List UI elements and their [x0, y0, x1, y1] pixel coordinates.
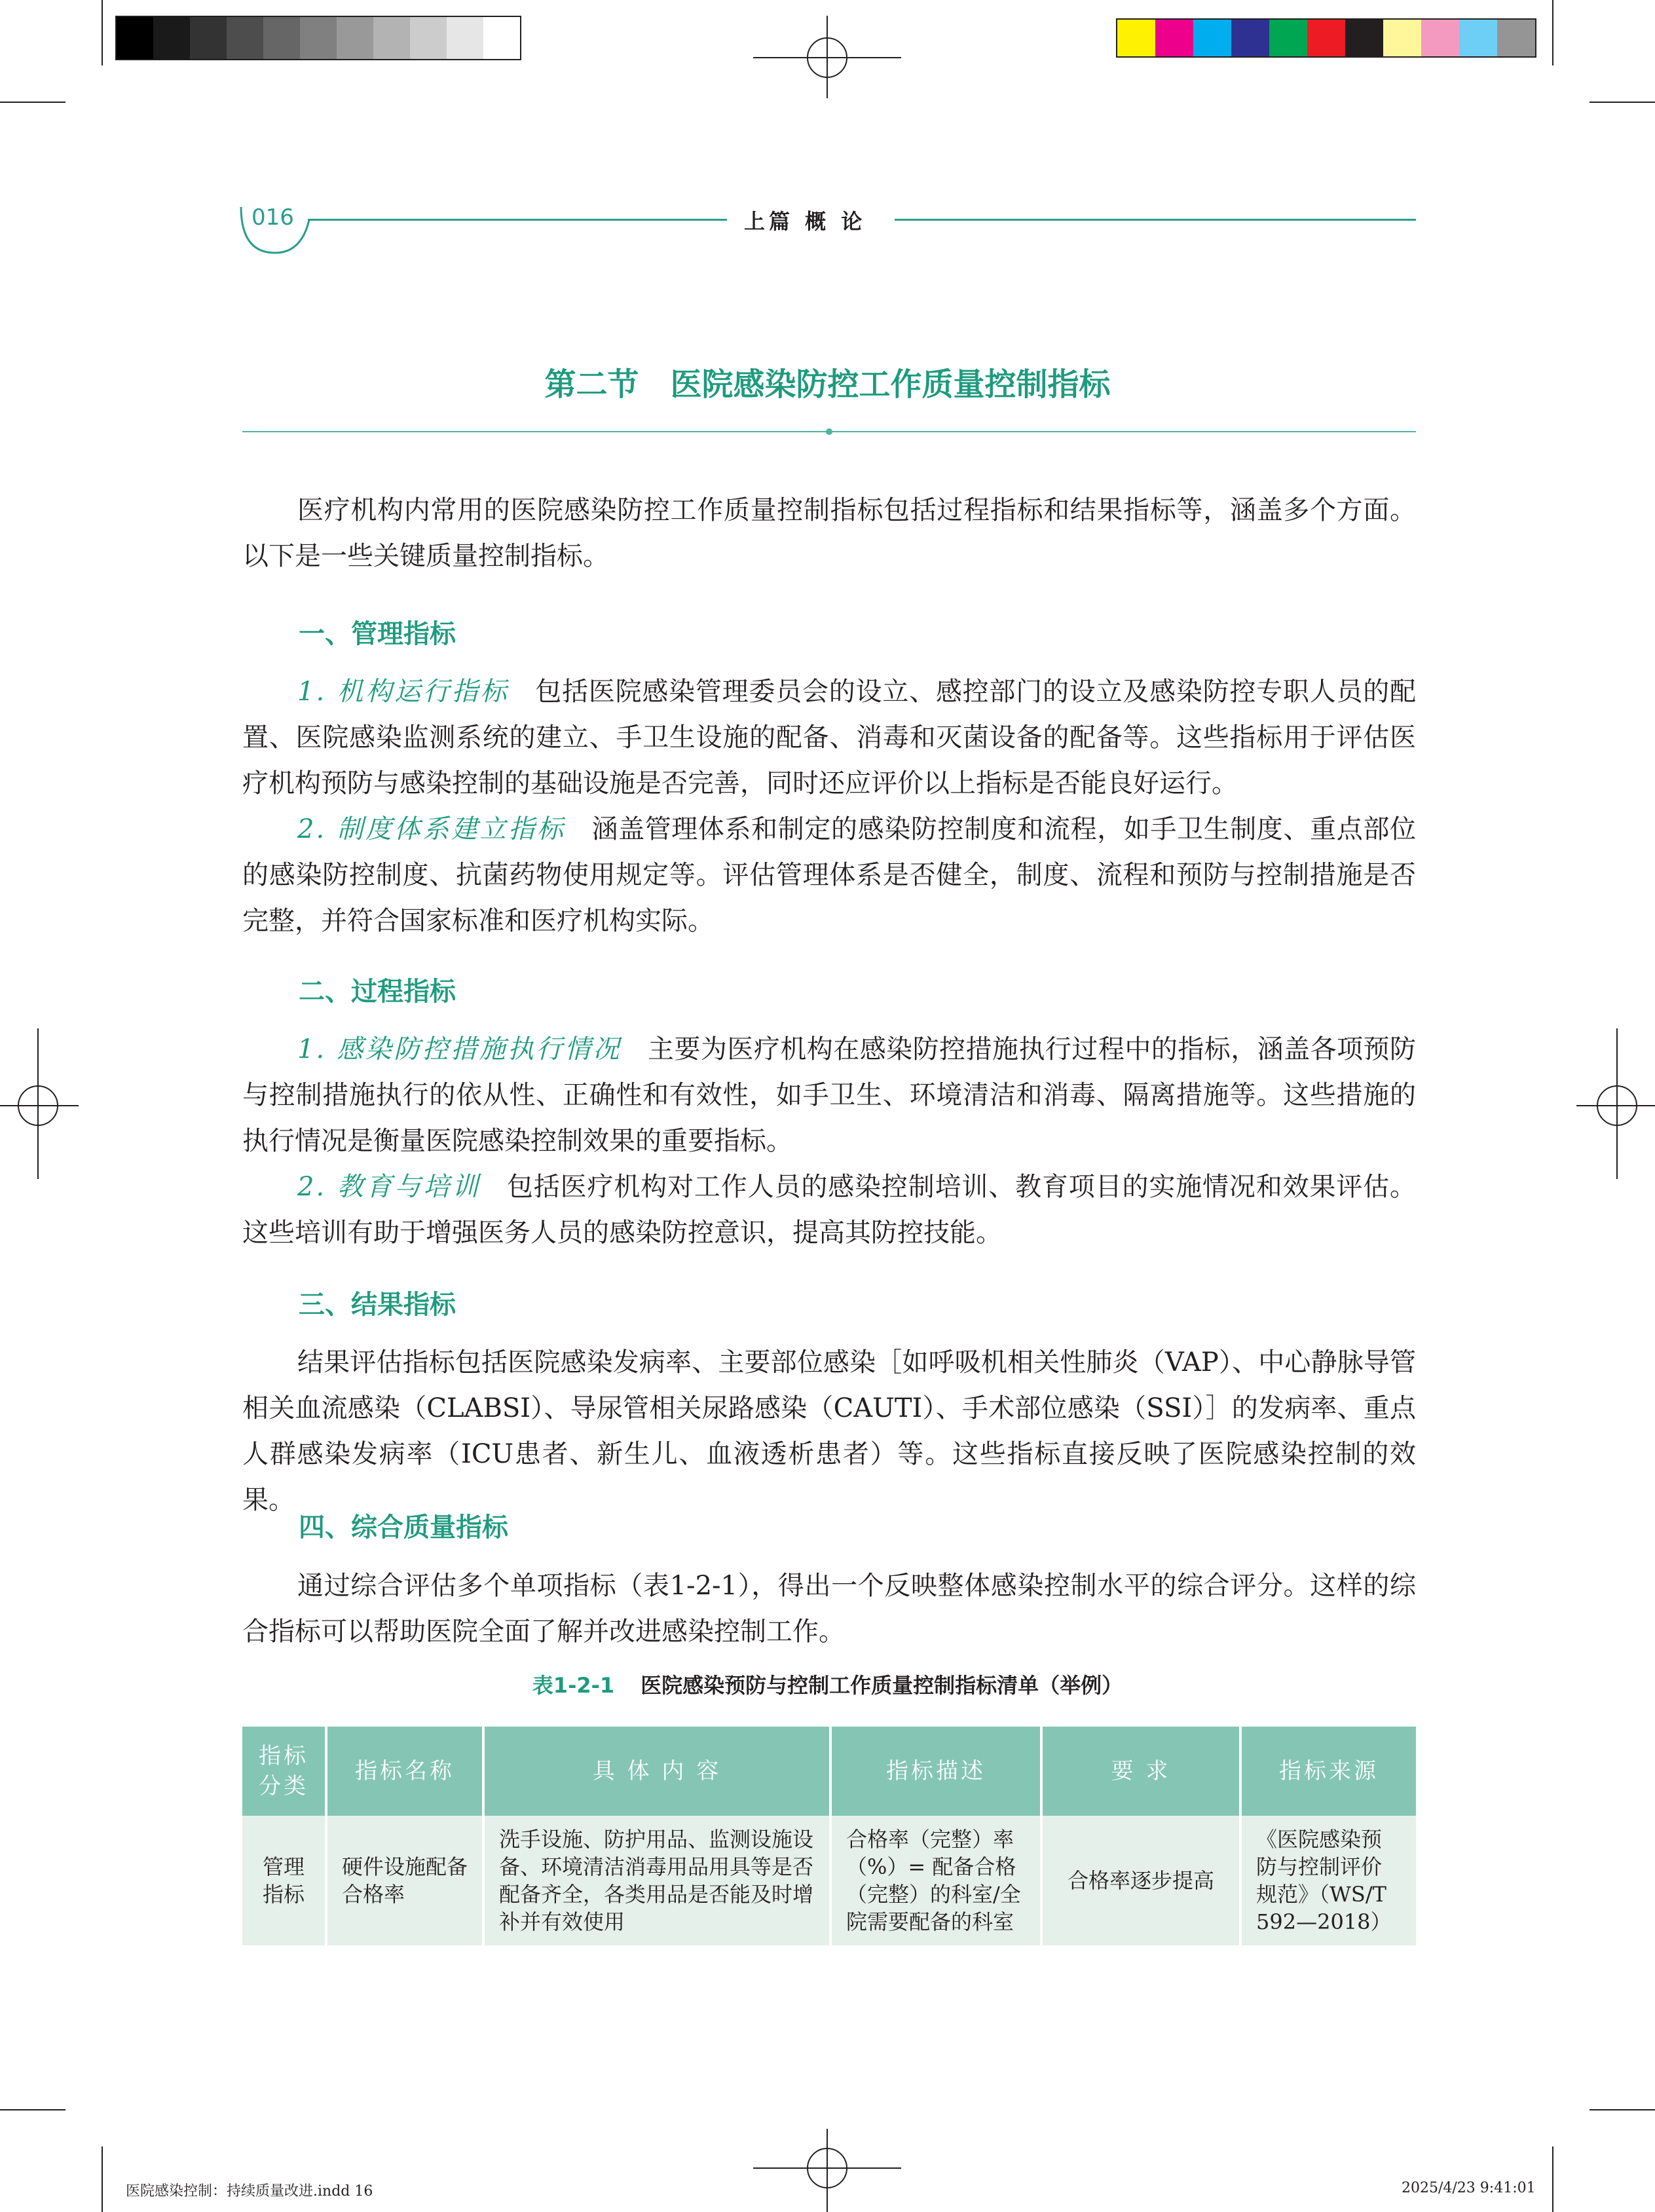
- table-cell: 合格率逐步提高: [1041, 1816, 1240, 1945]
- running-title: 上篇 概 论: [744, 209, 866, 234]
- heading-outcome: 三、结果指标: [299, 1290, 456, 1320]
- table-cell: 管理指标: [242, 1816, 326, 1945]
- item-lead: 2. 教育与培训: [297, 1172, 481, 1202]
- table-header-cell: 具 体 内 容: [483, 1727, 830, 1816]
- item-lead: 1. 机构运行指标: [297, 677, 510, 707]
- table-header-cell: 要 求: [1041, 1727, 1240, 1816]
- item-lead: 2. 制度体系建立指标: [297, 814, 566, 844]
- item-training: [242, 1164, 1416, 1256]
- table-row: [242, 1816, 1416, 1945]
- item-system: [242, 806, 1416, 944]
- table-header-cell: 指标来源: [1240, 1727, 1416, 1816]
- heading-management: 一、管理指标: [299, 619, 456, 649]
- table-number: 表1-2-1: [532, 1673, 615, 1698]
- table-cell: 合格率（完整）率（%）= 配备合格（完整）的科室/全院需要配备的科室: [830, 1816, 1041, 1945]
- item-lead: 1. 感染防控措施执行情况: [297, 1034, 622, 1064]
- item-text: 包括医疗机构对工作人员的感染控制培训、教育项目的实施情况和效果评估。这些培训有助于增强医务人员的感染防控意识，提高其防控技能。: [242, 1172, 1416, 1248]
- table-cell: 硬件设施配备合格率: [326, 1816, 483, 1945]
- process-items: [242, 1026, 1416, 1256]
- intro-paragraph: [242, 487, 1416, 579]
- item-text: 涵盖管理体系和制定的感染防控制度和流程，如手卫生制度、重点部位的感染防控制度、抗菌药物使用规定等。评估管理体系是否健全，制度、流程和预防与控制措施是否完整，并符合国家标准和医疗机构实际。: [242, 814, 1416, 936]
- table-header-cell: 指标名称: [326, 1727, 483, 1816]
- header-rule-right: [895, 219, 1416, 221]
- footer-timestamp: 2025/4/23 9:41:01: [1402, 2180, 1536, 2196]
- item-text: 主要为医疗机构在感染防控措施执行过程中的指标，涵盖各项预防与控制措施执行的依从性、正确性和有效性，如手卫生、环境清洁和消毒、隔离措施等。这些措施的执行情况是衡量医院感染控制效果的重要指标。: [242, 1034, 1417, 1156]
- page-number: 016: [251, 204, 294, 231]
- table-cell: 《医院感染预防与控制评价规范》（WS/T 592—2018）: [1240, 1816, 1416, 1945]
- table-caption: [0, 1669, 1655, 1699]
- indicator-table: [242, 1727, 1416, 1945]
- table-title: 医院感染预防与控制工作质量控制指标清单（举例）: [641, 1673, 1123, 1698]
- item-text: 包括医院感染管理委员会的设立、感控部门的设立及感染防控专职人员的配置、医院感染监测系统的建立、手卫生设施的配备、消毒和灭菌设备的配备等。这些指标用于评估医疗机构预防与感染控制的基础设施是否完善，同时还应评价以上指标是否能良好运行。: [242, 677, 1417, 798]
- table-header-cell: 指标描述: [830, 1727, 1041, 1816]
- management-items: [242, 669, 1416, 944]
- header-rule-left: [308, 219, 727, 221]
- heading-process: 二、过程指标: [299, 977, 456, 1007]
- section-title: 第二节 医院感染防控工作质量控制指标: [544, 366, 1111, 403]
- heading-composite: 四、综合质量指标: [299, 1512, 508, 1543]
- outcome-text: 结果评估指标包括医院感染发病率、主要部位感染［如呼吸机相关性肺炎（VAP）、中心静脉导管相关血流感染（CLABSI）、导尿管相关尿路感染（CAUTI）、手术部位感染（SSI）］的发病率、重点人群感染发病率（ICU患者、新生儿、血液透析患者）等。这些指标直接反映了医院感染控制的效果。: [242, 1347, 1416, 1515]
- table-cell: 洗手设施、防护用品、监测设施设备、环境清洁消毒用品用具等是否配备齐全，各类用品是否能及时增补并有效使用: [483, 1816, 830, 1945]
- outcome-paragraph: [242, 1340, 1416, 1523]
- composite-text: 通过综合评估多个单项指标（表1-2-1），得出一个反映整体感染控制水平的综合评分。这样的综合指标可以帮助医院全面了解并改进感染控制工作。: [242, 1571, 1416, 1647]
- intro-text: 医疗机构内常用的医院感染防控工作质量控制指标包括过程指标和结果指标等，涵盖多个方面。以下是一些关键质量控制指标。: [242, 495, 1416, 571]
- composite-paragraph: [242, 1563, 1416, 1655]
- table-header-cell: 指标分类: [242, 1727, 326, 1816]
- footer-filename: 医院感染控制：持续质量改进.indd 16: [126, 2183, 373, 2200]
- table-header-row: [242, 1727, 1416, 1816]
- title-rule-dot: [826, 428, 832, 435]
- item-institution: [242, 669, 1416, 806]
- item-execution: [242, 1026, 1416, 1164]
